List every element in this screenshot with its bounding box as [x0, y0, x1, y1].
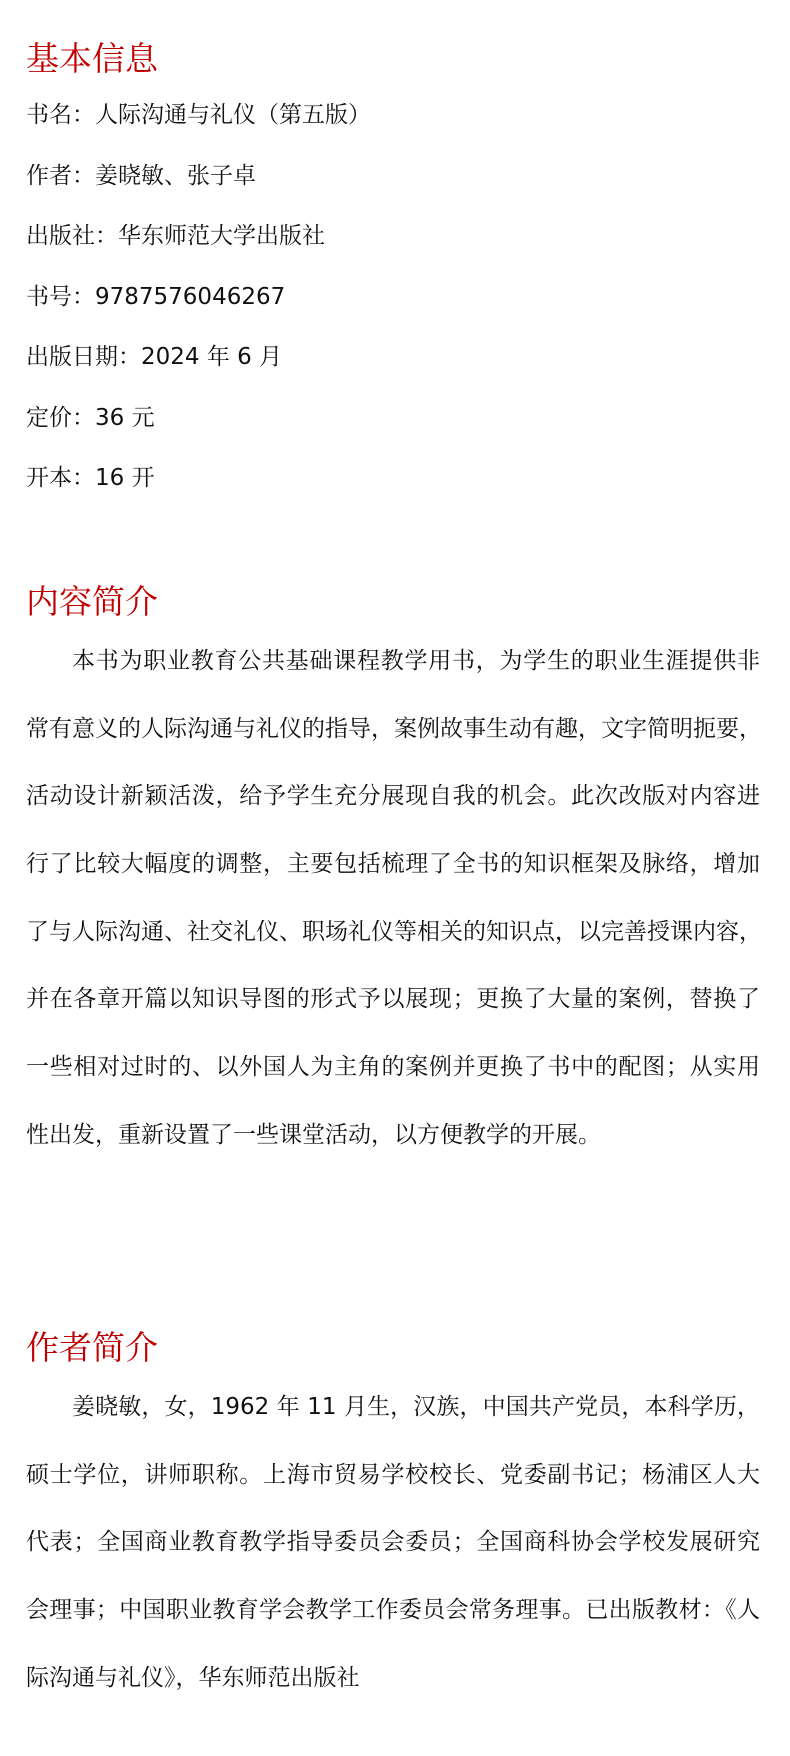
content-intro-line: 活动设计新颖活泼，给予学生充分展现自我的机会。此次改版对内容进 — [26, 783, 760, 810]
info-line-price: 定价：36 元 — [26, 405, 155, 431]
info-line-title: 书名：人际沟通与礼仪（第五版） — [26, 102, 371, 128]
info-line-author: 作者：姜晓敏、张子卓 — [26, 163, 256, 189]
author-intro-heading: 作者简介 — [26, 1328, 158, 1367]
content-intro-paragraph — [26, 646, 760, 1188]
author-intro-line: 会理事；中国职业教育学会教学工作委员会常务理事。已出版教材：《人 — [26, 1597, 760, 1624]
author-intro-line: 姜晓敏，女，1962 年 11 月生，汉族，中国共产党员，本科学历， — [72, 1394, 760, 1420]
content-intro-line: 行了比较大幅度的调整，主要包括梳理了全书的知识框架及脉络，增加 — [26, 851, 760, 878]
author-intro-line: 代表；全国商业教育教学指导委员会委员；全国商科协会学校发展研究 — [26, 1529, 760, 1556]
content-intro-line: 本书为职业教育公共基础课程教学用书，为学生的职业生涯提供非 — [72, 648, 760, 674]
info-line-pub-date: 出版日期：2024 年 6 月 — [26, 344, 283, 370]
info-line-publisher: 出版社：华东师范大学出版社 — [26, 223, 325, 249]
content-intro-line: 常有意义的人际沟通与礼仪的指导，案例故事生动有趣，文字简明扼要， — [26, 715, 762, 742]
basic-info-heading: 基本信息 — [26, 39, 158, 78]
author-intro-line: 硕士学位，讲师职称。上海市贸易学校校长、党委副书记；杨浦区人大 — [26, 1461, 760, 1488]
author-intro-paragraph — [26, 1392, 760, 1730]
content-intro-line: 一些相对过时的、以外国人为主角的案例并更换了书中的配图；从实用 — [26, 1054, 760, 1081]
content-intro-line: 了与人际沟通、社交礼仪、职场礼仪等相关的知识点，以完善授课内容， — [26, 918, 762, 945]
content-intro-line: 并在各章开篇以知识导图的形式予以展现；更换了大量的案例，替换了 — [26, 986, 760, 1013]
content-intro-line: 性出发，重新设置了一些课堂活动，以方便教学的开展。 — [26, 1121, 601, 1148]
info-line-isbn: 书号：9787576046267 — [26, 284, 286, 310]
author-intro-line: 际沟通与礼仪》，华东师范出版社 — [26, 1664, 360, 1691]
info-line-format: 开本：16 开 — [26, 465, 155, 491]
content-intro-heading: 内容简介 — [26, 582, 158, 621]
